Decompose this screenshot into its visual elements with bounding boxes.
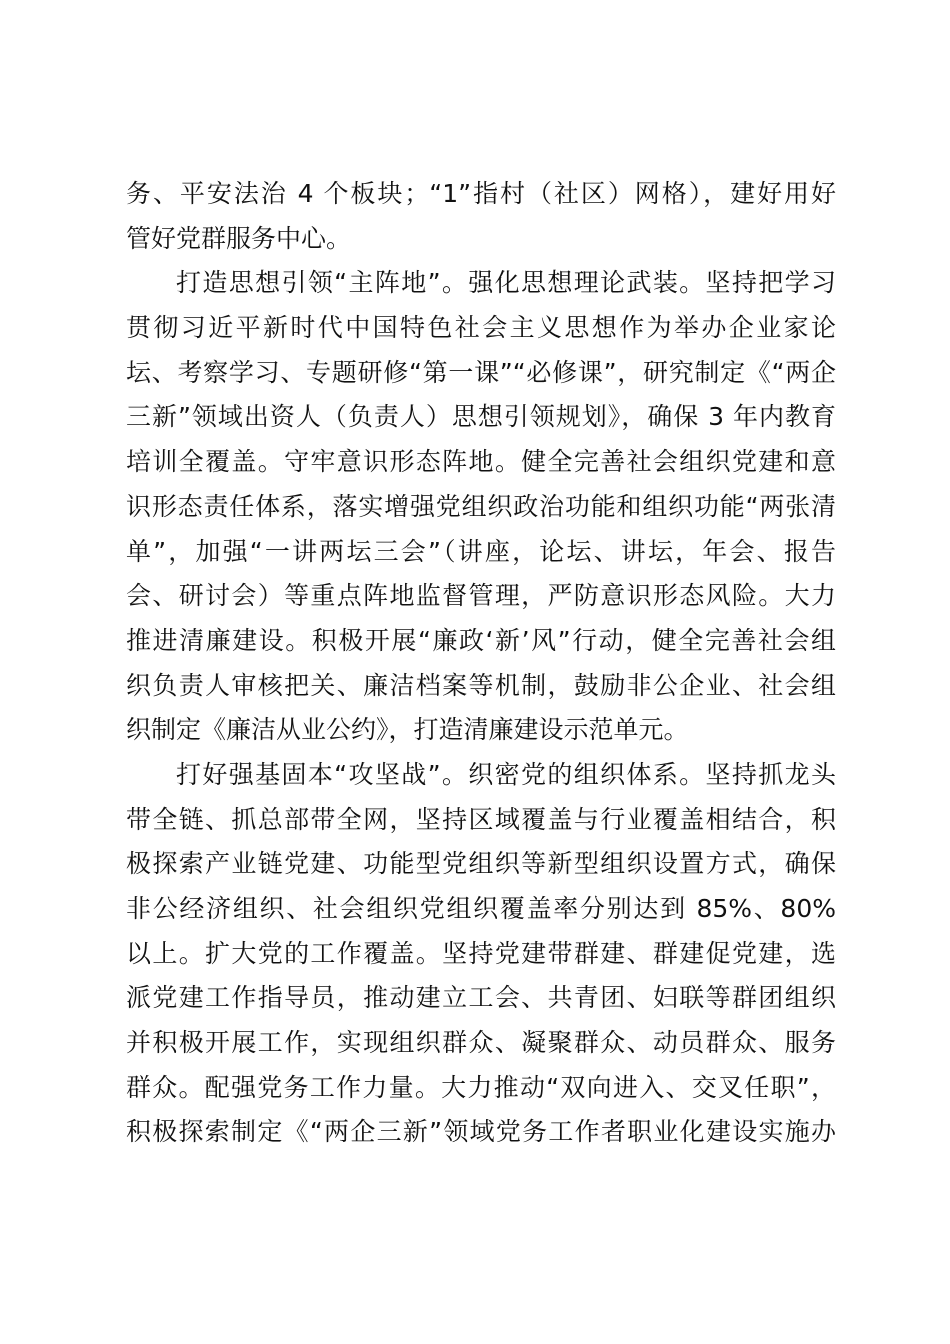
text-line: 以上。扩大党的工作覆盖。坚持党建带群建、群建促党建，选 [126,938,836,968]
text-line: 识形态责任体系，落实增强党组织政治功能和组织功能“两张清 [126,491,836,521]
text-line: 推进清廉建设。积极开展“廉政‘新’风”行动，健全完善社会组 [126,625,836,655]
text-line: 织制定《廉洁从业公约》，打造清廉建设示范单元。 [126,715,689,745]
document-body [126,172,836,1155]
paragraph-ideological-guidance [126,261,836,753]
text-line: 务、平安法治 4 个板块；“1”指村（社区）网格），建好用好 [126,179,836,208]
text-line: 非公经济组织、社会组织党组织覆盖率分别达到 85%、80% [126,894,836,923]
text-line: 派党建工作指导员，推动建立工会、共青团、妇联等群团组织 [126,983,836,1013]
text-line: 群众。配强党务工作力量。大力推动“双向进入、交叉任职”， [126,1072,836,1102]
text-line: 打造思想引领“主阵地”。强化思想理论武装。坚持把学习 [176,268,836,298]
text-line: 极探索产业链党建、功能型党组织等新型组织设置方式，确保 [126,849,836,879]
text-line: 并积极开展工作，实现组织群众、凝聚群众、动员群众、服务 [126,1028,836,1058]
text-line: 培训全覆盖。守牢意识形态阵地。健全完善社会组织党建和意 [126,447,836,477]
text-line: 织负责人审核把关、廉洁档案等机制，鼓励非公企业、社会组 [126,670,836,700]
text-line: 单”，加强“一讲两坛三会”（讲座，论坛、讲坛，年会、报告 [126,536,836,566]
text-line: 三新”领域出资人（负责人）思想引领规划》，确保 3 年内教育 [126,402,836,432]
text-line: 积极探索制定《“两企三新”领域党务工作者职业化建设实施办 [126,1117,836,1147]
text-line: 管好党群服务中心。 [126,223,352,253]
text-line: 带全链、抓总部带全网，坚持区域覆盖与行业覆盖相结合，积 [126,804,836,834]
text-line: 贯彻习近平新时代中国特色社会主义思想作为举办企业家论 [126,313,836,343]
text-line: 打好强基固本“攻坚战”。织密党的组织体系。坚持抓龙头 [176,759,836,789]
text-line: 坛、考察学习、专题研修“第一课”“必修课”，研究制定《“两企 [126,357,836,387]
paragraph-strengthen-foundation [126,753,836,1155]
text-line: 会、研讨会）等重点阵地监督管理，严防意识形态风险。大力 [126,581,836,611]
paragraph-continuation [126,172,836,261]
